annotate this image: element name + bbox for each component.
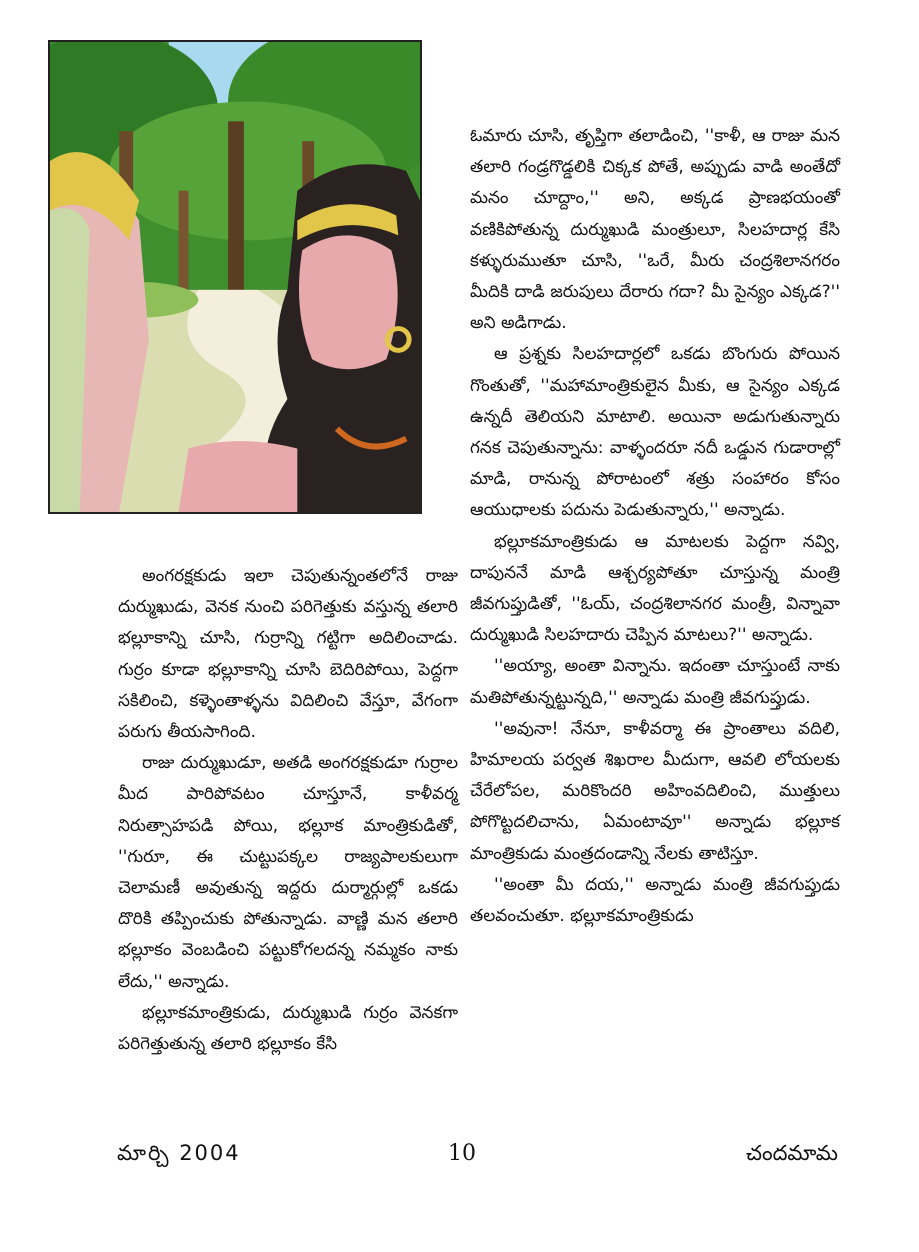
right-column-text <box>470 121 840 932</box>
story-paragraph: ''అవునా! నేనూ, కాళీవర్మా ఈ ప్రాంతాలు వదిలి, హిమాలయ పర్వత శిఖరాల మీదుగా, ఆవలి లోయలకు చేరేలోపల, మరికొందరి అహింవదిలించి, ముత్తులు పోగొట్టదలిచాను, ఏమంటావూ'' అన్నాడు భల్లూక మాంత్రికుడు మంత్రదండాన్ని నేలకు తాటిస్తూ. <box>470 718 840 864</box>
story-paragraph: అంగరక్షకుడు ఇలా చెపుతున్నంతలోనే రాజు దుర్ముఖుడు, వెనక నుంచి పరిగెత్తుకు వస్తున్న తలారి భల్లూకాన్ని చూసి, గుర్రాన్ని గట్టిగా అదిలించాడు. గుర్రం కూడా భల్లూకాన్ని చూసి బెదిరిపోయి, పెద్దగా సకిలించి, కళ్ళెంతాళ్ళను విదిలించి వేస్తూ, వేగంగా పరుగు తీయసాగింది. <box>118 566 458 743</box>
footer-page-number: 10 <box>448 1141 476 1166</box>
footer-magazine-name: చందమామ <box>746 1141 838 1165</box>
story-paragraph: ''అయ్యా, అంతా విన్నాను. ఇదంతా చూస్తుంటే నాకు మతిపోతున్నట్టున్నది,'' అన్నాడు మంత్రి జీవగుప్తుడు. <box>470 656 840 708</box>
story-paragraph: ఆ ప్రశ్నకు సిలహదార్లలో ఒకడు బొంగురు పోయిన గొంతుతో, ''మహామాంత్రికులైన మీకు, ఆ సైన్యం ఎక్కడ ఉన్నదీ తెలియని మాటాలి. అయినా అడుగుతున్నారు గనక చెపుతున్నాను: వాళ్ళందరూ నదీ ఒడ్డున గుడారాల్లో మాడి, రానున్న పోరాటంలో శత్రు సంహారం కోసం ఆయుధాలకు పదును పెడుతున్నారు,'' అన్నాడు. <box>470 344 840 521</box>
story-paragraph-continued: ఓమారు చూసి, తృప్తిగా తలాడించి, ''కాళీ, ఆ రాజు మన తలారి గండ్రగొడ్డలికి చిక్కక పోతే, అప్పుడు వాడి అంతేదో మనం చూద్దాం,'' అని, అక్కడ ప్రాణభయంతో వణికిపోతున్న దుర్ముఖుడి మంత్రులూ, సిలహదార్ల కేసి కళ్ళురుముతూ చూసి, ''ఒరే, మీరు చంద్రశిలానగరం మీదికి దాడి జరుపులు దేరారు గదా? మీ సైన్యం ఎక్కడ?'' అని అడిగాడు. <box>470 126 840 334</box>
story-paragraph: భల్లూకమాంత్రికుడు, దుర్ముఖుడి గుర్రం వెనకగా పరిగెత్తుతున్న తలారి భల్లూకం కేసి <box>118 1002 458 1055</box>
story-paragraph: రాజు దుర్ముఖుడూ, అతడి అంగరక్షకుడూ గుర్రాల మీద పారిపోవటం చూస్తూనే, కాళీవర్మ నిరుత్సాహపడి పోయి, భల్లూక మాంత్రికుడితో, ''గురూ, ఈ చుట్టుపక్కల రాజ్యపాలకులుగా చెలామణీ అవుతున్న ఇద్దరు దుర్మార్గుల్లో ఒకడు దొరికి తప్పించుకు పోతున్నాడు. వాణ్ణి మన తలారి భల్లూకం వెంబడించి పట్టుకోగలదన్న నమ్మకం నాకు లేదు,'' అన్నాడు. <box>118 753 458 992</box>
story-paragraph: భల్లూకమాంత్రికుడు ఆ మాటలకు పెద్దగా నవ్వి, దాపుననే మాడి ఆశ్చర్యపోతూ చూస్తున్న మంత్రి జీవగుప్తుడితో, ''ఓయ్, చంద్రశిలానగర మంత్రీ, విన్నావా దుర్ముఖుడి సిలహదారు చెప్పిన మాటలు?'' అన్నాడు. <box>470 531 840 646</box>
story-paragraph: ''అంతా మీ దయ,'' అన్నాడు మంత్రి జీవగుప్తుడు తలవంచుతూ. భల్లూకమాంత్రికుడు <box>470 874 840 927</box>
forest-scene-image <box>50 42 420 512</box>
story-illustration <box>48 40 422 514</box>
footer-issue-date: మార్చి 2004 <box>117 1141 241 1165</box>
left-column-text <box>118 561 458 1060</box>
